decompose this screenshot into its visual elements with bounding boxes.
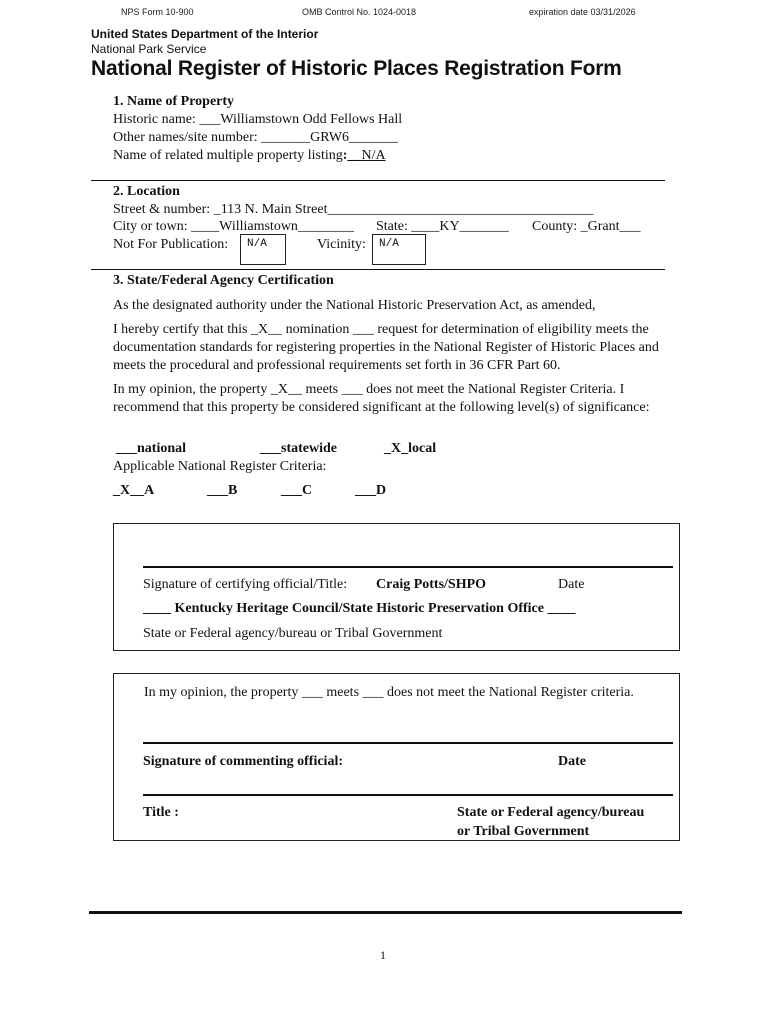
service-name: National Park Service (91, 42, 207, 56)
county-value[interactable]: _Grant___ (580, 219, 641, 234)
multiple-listing-label: Name of related multiple property listing (113, 148, 343, 163)
criterion-b[interactable]: ___B (207, 483, 238, 498)
commenting-title-label: Title : (143, 805, 179, 820)
commenting-date-label: Date (558, 754, 586, 769)
criteria-label: Applicable National Register Criteria: (113, 459, 327, 474)
section-divider (91, 269, 665, 270)
not-for-publication-label: Not For Publication: (113, 237, 229, 252)
historic-name-row (113, 112, 402, 128)
certifying-signature-label: Signature of certifying official/Title: (143, 577, 348, 592)
commenting-agency-label-2: or Tribal Government (457, 824, 590, 839)
street-label: Street & number: (113, 202, 211, 217)
not-for-publication-field[interactable]: N/A (240, 234, 286, 265)
city-label: City or town: (113, 219, 188, 234)
level-statewide[interactable]: ___statewide (260, 441, 337, 456)
criterion-a[interactable]: _X__A (113, 483, 155, 498)
commenting-opinion-text: In my opinion, the property ___ meets ___ does not meet the National Register criteria. (144, 685, 634, 700)
criterion-c[interactable]: ___C (281, 483, 313, 498)
other-names-row (113, 130, 398, 146)
state-value[interactable]: ____KY_______ (411, 219, 509, 234)
certifying-official-name: Craig Potts/SHPO (376, 577, 487, 592)
title-line[interactable] (143, 794, 673, 796)
expiration-date: expiration date 03/31/2026 (529, 7, 636, 17)
commenting-signature-label: Signature of commenting official: (143, 754, 343, 769)
city-value[interactable]: ____Williamstown________ (191, 219, 354, 234)
section2-heading: 2. Location (113, 184, 180, 199)
signature-line[interactable] (143, 566, 673, 568)
county-row (532, 219, 641, 235)
authority-text: As the designated authority under the National Historic Preservation Act, as amended, (113, 298, 596, 313)
vicinity-field[interactable]: N/A (372, 234, 426, 265)
vicinity-label: Vicinity: (317, 237, 366, 252)
historic-name-value[interactable]: ___Williamstown Odd Fellows Hall (199, 112, 403, 127)
other-names-label: Other names/site number: (113, 130, 258, 145)
opinion-text: In my opinion, the property _X__ meets ___ does not meet the National Register Criteria. I recommend that this property be considered significant at the following level(s) of significance: (113, 382, 650, 415)
city-row (113, 219, 354, 235)
historic-name-label: Historic name: (113, 112, 196, 127)
form-number: NPS Form 10-900 (121, 7, 194, 17)
signature-line[interactable] (143, 742, 673, 744)
state-row (376, 219, 509, 235)
other-names-value[interactable]: _______GRW6_______ (261, 130, 399, 145)
level-local[interactable]: _X_local (384, 441, 437, 456)
form-title: National Register of Historic Places Registration Form (91, 57, 622, 80)
department-name: United States Department of the Interior (91, 27, 319, 41)
criterion-d[interactable]: ___D (355, 483, 387, 498)
certifying-agency-label: State or Federal agency/bureau or Tribal Government (143, 626, 443, 641)
commenting-agency-label: State or Federal agency/bureau (457, 805, 645, 820)
page-number: 1 (380, 948, 386, 962)
colon: : (342, 148, 348, 163)
certifying-office: ____ Kentucky Heritage Council/State Historic Preservation Office ____ (143, 601, 576, 616)
street-row (113, 202, 594, 218)
section-divider (91, 180, 665, 181)
multiple-listing-row (113, 148, 386, 164)
section1-heading: 1. Name of Property (113, 94, 235, 109)
street-value[interactable]: _113 N. Main Street______________________________________ (213, 202, 594, 217)
omb-control-number: OMB Control No. 1024-0018 (302, 7, 417, 17)
county-label: County: (532, 219, 578, 234)
certification-text: I hereby certify that this _X__ nomination ___ request for determination of eligibility meets the documentation standards for registering properties in the National Register of Historic Places and meets the procedural and professional requirements set forth in 36 CFR Part 60. (113, 322, 659, 373)
section3-heading: 3. State/Federal Agency Certification (113, 273, 334, 288)
state-label: State: (376, 219, 408, 234)
footer-rule (89, 911, 682, 914)
level-national[interactable]: ___national (116, 441, 187, 456)
certifying-date-label: Date (558, 577, 585, 592)
multiple-listing-value[interactable]: __N/A (347, 148, 386, 163)
